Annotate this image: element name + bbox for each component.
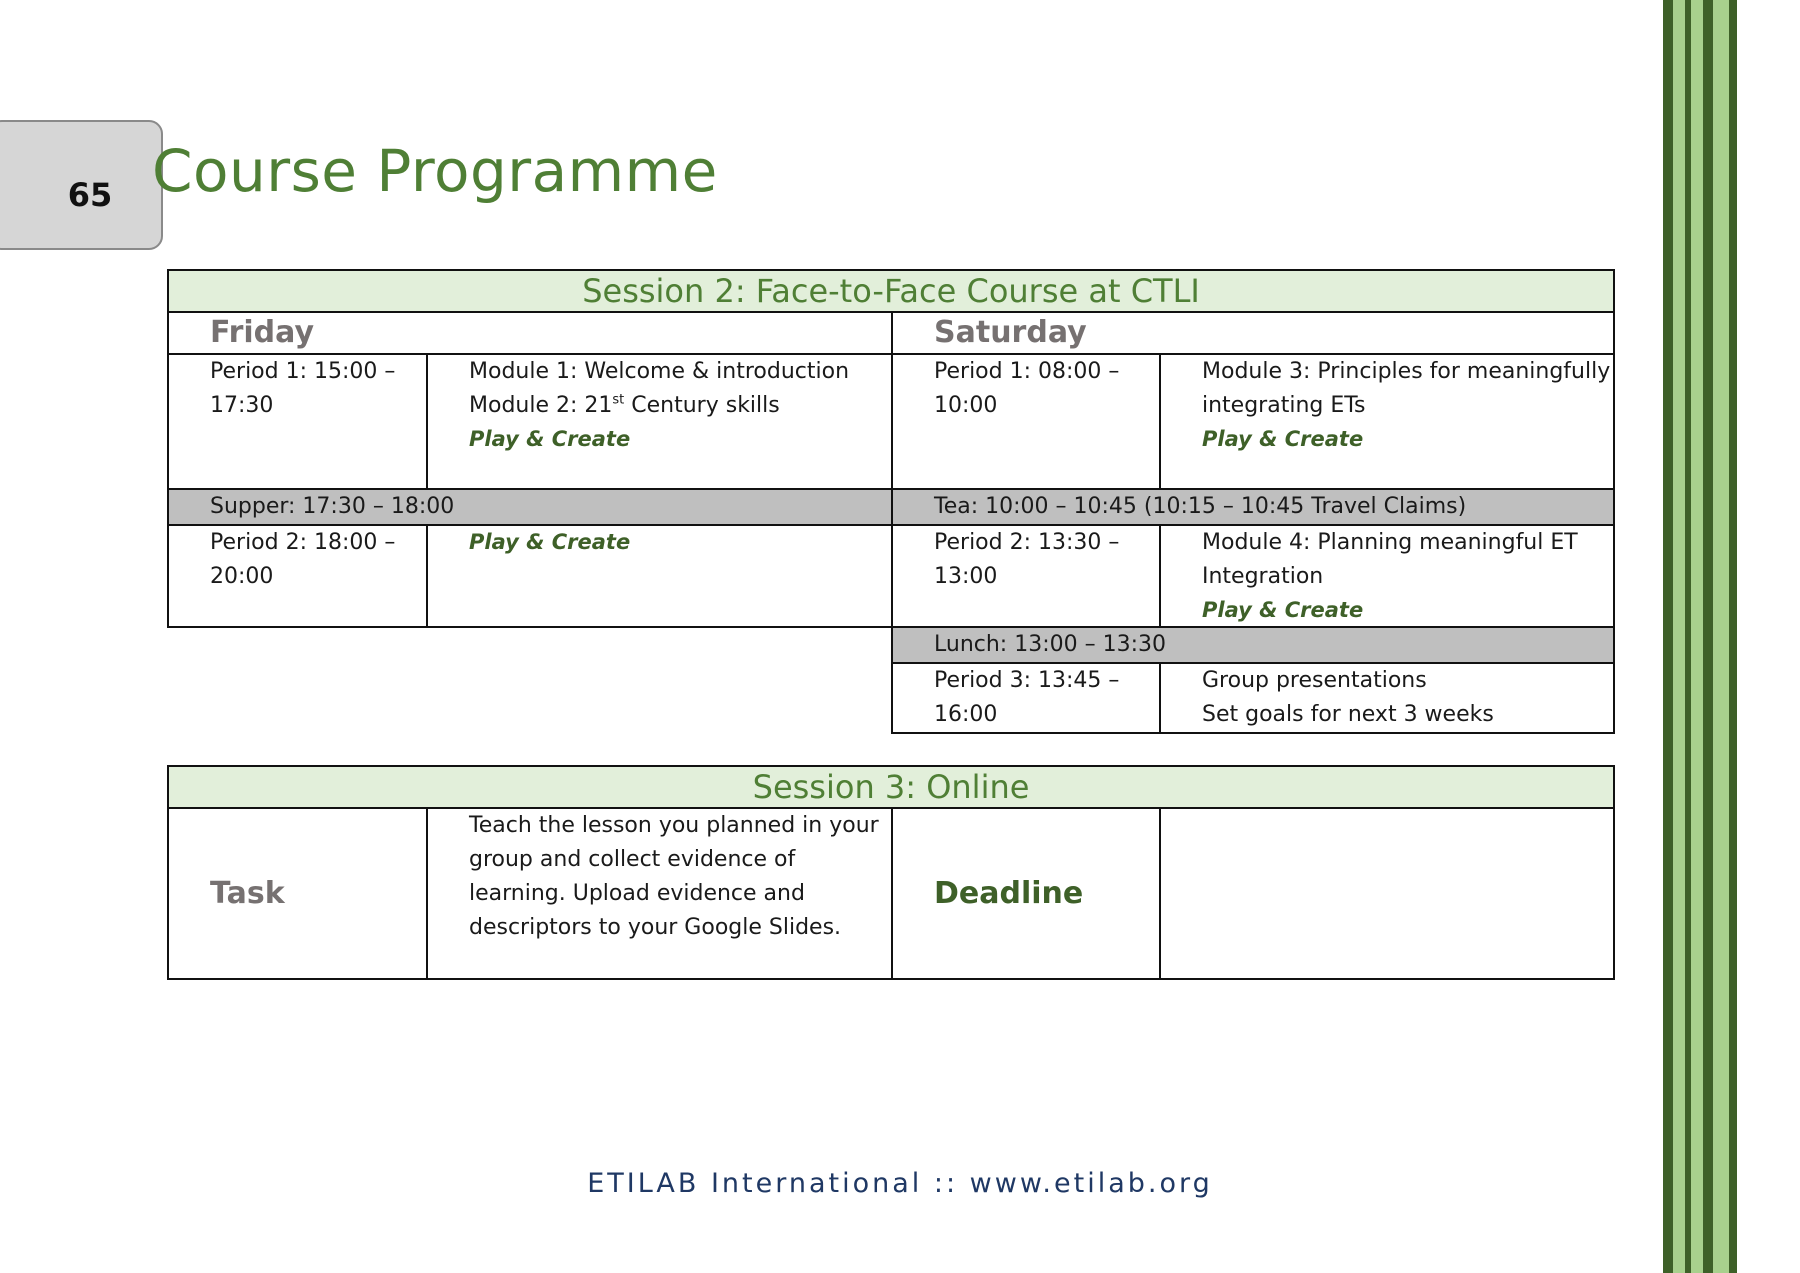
empty-space — [168, 663, 892, 733]
module-2: Module 2: 21st Century skills — [469, 392, 780, 418]
friday-period-1-time: Period 1: 15:00 – 17:30 — [168, 354, 427, 489]
page-title: Course Programme — [152, 137, 718, 205]
decorative-stripes — [1650, 0, 1800, 1273]
friday-period-2-time: Period 2: 18:00 – 20:00 — [168, 525, 427, 627]
module-3: Module 3: Principles for meaningfully integrating ETs — [1202, 359, 1611, 418]
saturday-tea-break: Tea: 10:00 – 10:45 (10:15 – 10:45 Travel Claims) — [892, 489, 1614, 525]
footer-text: ETILAB International :: www.etilab.org — [587, 1168, 1213, 1199]
task-description: Teach the lesson you planned in your group and collect evidence of learning. Upload evidence and descriptors to your Google Slides. — [427, 808, 892, 979]
friday-period-2-content — [427, 525, 892, 627]
session-3-table — [167, 765, 1615, 980]
saturday-period-3-time: Period 3: 13:45 – 16:00 — [892, 663, 1160, 733]
module-1: Module 1: Welcome & introduction — [469, 359, 850, 384]
saturday-period-2-content — [1160, 525, 1614, 627]
play-and-create: Play & Create — [1202, 598, 1364, 622]
session-2-table — [167, 269, 1615, 734]
page-number: 65 — [67, 176, 113, 214]
saturday-period-2-time: Period 2: 13:30 – 13:00 — [892, 525, 1160, 627]
deadline-label: Deadline — [892, 808, 1160, 979]
saturday-heading: Saturday — [892, 312, 1614, 354]
play-and-create: Play & Create — [1202, 427, 1364, 451]
empty-space — [168, 627, 892, 663]
play-and-create: Play & Create — [469, 530, 631, 554]
deadline-value — [1160, 808, 1614, 979]
session-2-title: Session 2: Face-to-Face Course at CTLI — [168, 270, 1614, 312]
friday-supper-break: Supper: 17:30 – 18:00 — [168, 489, 892, 525]
task-label: Task — [168, 808, 427, 979]
friday-period-1-content — [427, 354, 892, 489]
set-goals: Set goals for next 3 weeks — [1202, 702, 1494, 727]
friday-heading: Friday — [168, 312, 892, 354]
saturday-period-3-content — [1160, 663, 1614, 733]
saturday-lunch-break: Lunch: 13:00 – 13:30 — [892, 627, 1614, 663]
saturday-period-1-content — [1160, 354, 1614, 489]
play-and-create: Play & Create — [469, 427, 631, 451]
saturday-period-1-time: Period 1: 08:00 – 10:00 — [892, 354, 1160, 489]
session-3-title: Session 3: Online — [168, 766, 1614, 808]
module-4: Module 4: Planning meaningful ET Integration — [1202, 530, 1578, 589]
group-presentations: Group presentations — [1202, 668, 1427, 693]
